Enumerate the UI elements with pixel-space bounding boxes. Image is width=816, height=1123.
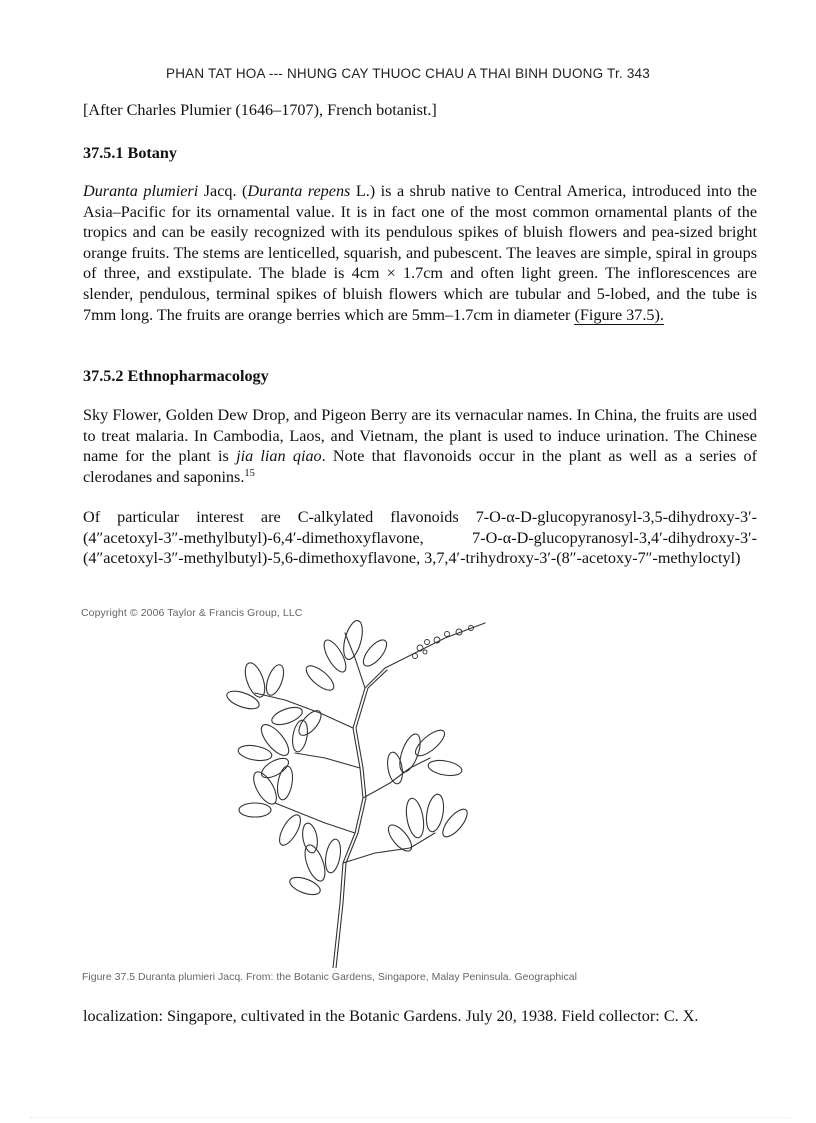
branch-upper-left-2 bbox=[295, 753, 360, 768]
chinese-name: jia lian qiao bbox=[236, 447, 322, 466]
leaf-cluster-lower-left bbox=[288, 838, 343, 898]
branch-mid-left bbox=[275, 803, 355, 833]
figure-caption: Figure 37.5 Duranta plumieri Jacq. From: the Botanic Gardens, Singapore, Malay Peninsula. Geographical bbox=[82, 971, 577, 983]
main-stem bbox=[333, 623, 485, 968]
leaf-cluster-right bbox=[385, 726, 463, 785]
after-note: [After Charles Plumier (1646–1707), French botanist.] bbox=[83, 101, 437, 119]
figure-reference-link[interactable]: (Figure 37.5). bbox=[574, 305, 664, 324]
botany-paragraph: Duranta plumieri Jacq. (Duranta repens L.) is a shrub native to Central America, introduced into the Asia–Pacific for its ornamental value. It is in fact one of the most common ornamental plants of the tropics and can be easily recognized with its pendulous spikes of bluish flowers and pea-sized bright orange fruits. The stems are lenticelled, squarish, and pubescent. The leaves are simple, spiral in groups of three, and exstipulate. The blade is 4cm × 1.7cm and often light green. The inflorescences are slender, pendulous, terminal spikes of bluish flowers which are tubular and 5-lobed, and the tube is 7mm long. The fruits are orange berries which are 5mm–1.7cm in diameter (Figure 37.5). bbox=[83, 182, 757, 324]
page-bottom-divider bbox=[30, 1117, 790, 1118]
duranta-botanical-illustration bbox=[215, 618, 515, 968]
botany-heading: 37.5.1 Botany bbox=[83, 144, 177, 162]
branch-top bbox=[345, 633, 365, 688]
species-name-duranta-repens: Duranta repens bbox=[247, 182, 351, 200]
localization-paragraph: localization: Singapore, cultivated in the Botanic Gardens. July 20, 1938. Field collector: C. X. bbox=[83, 1007, 699, 1025]
branch-mid-right bbox=[363, 758, 430, 798]
leaf-cluster-upper-left bbox=[225, 660, 325, 739]
leaf-cluster-mid-left bbox=[239, 765, 319, 854]
footnote-marker: 15 bbox=[244, 467, 255, 479]
leaf-cluster-lower-right bbox=[384, 793, 471, 855]
ethnopharmacology-paragraph-2: Of particular interest are C-alkylated flavonoids 7-O-α-D-glucopyranosyl-3,5-dihydroxy-3′-(4″acetoxyl-3″-methylbutyl)-6,4′-dimethoxyflavone, 7-O-α-D-glucopyranosyl-3,4′-dihydroxy-3′-(4″acetoxyl-3″-methylbutyl)-5,6-dimethoxyflavone, 3,7,4′-trihydroxy-3′-(8″-acetoxy-7″-methyloctyl) bbox=[83, 508, 757, 568]
ethnopharmacology-heading: 37.5.2 Ethnopharmacology bbox=[83, 367, 269, 385]
branch-lower-right bbox=[343, 833, 435, 863]
page-header: PHAN TAT HOA --- NHUNG CAY THUOC CHAU A THAI BINH DUONG Tr. 343 bbox=[166, 66, 650, 81]
figure-copyright: Copyright © 2006 Taylor & Francis Group, LLC bbox=[81, 607, 303, 619]
species-name-duranta-plumieri: Duranta plumieri bbox=[83, 182, 199, 200]
leaf-cluster-top bbox=[302, 619, 390, 695]
branch-upper-left bbox=[255, 693, 353, 728]
ethnopharmacology-paragraph-1: Sky Flower, Golden Dew Drop, and Pigeon Berry are its vernacular names. In China, the fruits are used to treat malaria. In Cambodia, Laos, and Vietnam, the plant is used to induce urination. The Chinese name for the plant is jia lian qiao. Note that flavonoids occur in the plant as well as a series of clerodanes and saponins.$^{15}$ bbox=[83, 406, 757, 486]
